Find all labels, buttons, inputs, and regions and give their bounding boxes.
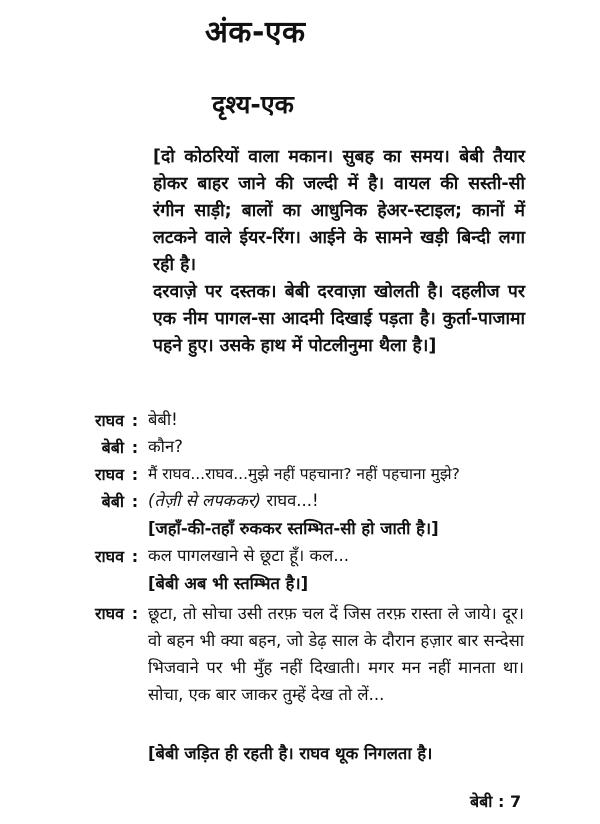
speaker-colon: : <box>131 465 139 484</box>
dialogue-text: छूटा, तो सोचा उसी तरफ़ चल दें जिस तरफ़ रास्ता ले जाये। दूर। वो बहन भी क्या बहन, जो डेढ़ साल के दौरान हज़ार बार सन्देसा भिजवाने पर भी मुँह नहीं दिखाती। मगर मन नहीं मानता था। सोचा, एक बार जाकर तुम्हें देख तो लें... <box>148 604 524 704</box>
dialogue-text: बेबी! <box>148 410 178 429</box>
speaker-colon: : <box>131 604 139 623</box>
opening-stage-direction <box>153 144 525 360</box>
dialogue-text: कल पागलखाने से छूटा हूँ। कल... <box>148 546 350 565</box>
speaker-name: राघव <box>94 411 124 430</box>
speaker-colon: : <box>131 411 139 430</box>
page-footer: बेबी : 7 <box>470 792 522 811</box>
dialogue-text <box>148 488 524 515</box>
dialogue-text-part: राघव...! <box>261 491 319 510</box>
speaker-colon: : <box>131 438 139 457</box>
stage-direction-paragraph: दरवाज़े पर दस्तक। बेबी दरवाज़ा खोलती है। दहलीज पर एक नीम पागल-सा आदमी दिखाई पड़ता है। कुर्ता-पाजामा पहने हुए। उसके हाथ में पोटलीनुमा थैला है।] <box>153 282 525 356</box>
dialogue-text: मैं राघव...राघव...मुझे नहीं पहचाना? नहीं पहचाना मुझे? <box>148 465 460 483</box>
speaker-name: बेबी <box>101 492 124 511</box>
speaker-name: राघव <box>94 547 124 566</box>
stage-direction-paragraph: [दो कोठरियों वाला मकान। सुबह का समय। बेबी तैयार होकर बाहर जाने की जल्दी में है। वायल की सस्ती-सी रंगीन साड़ी; बालों का आधुनिक हेअर-स्टाइल; कानों में लटकने वाले ईयर-रिंग। आईने के सामने खड़ी बिन्दी लगा रही है। <box>153 147 525 275</box>
parenthetical: (तेज़ी से लपककर) <box>148 491 262 510</box>
speaker-colon: : <box>131 492 139 511</box>
act-title: अंक-एक <box>205 15 306 50</box>
inline-stage-direction: [बेबी अब भी स्तम्भित है।] <box>148 574 309 593</box>
dialogue-text: कौन? <box>148 437 183 456</box>
speaker-colon: : <box>131 547 139 566</box>
scene-title: दृश्य-एक <box>212 90 294 119</box>
speaker-name: राघव <box>94 604 124 623</box>
inline-stage-direction: [बेबी जड़ित ही रहती है। राघव थूक निगलता है। <box>148 744 433 763</box>
speaker-name: राघव <box>94 465 124 484</box>
inline-stage-direction: [जहाँ-की-तहाँ रुककर स्तम्भित-सी हो जाती है।] <box>148 519 439 538</box>
speaker-name: बेबी <box>101 438 124 457</box>
